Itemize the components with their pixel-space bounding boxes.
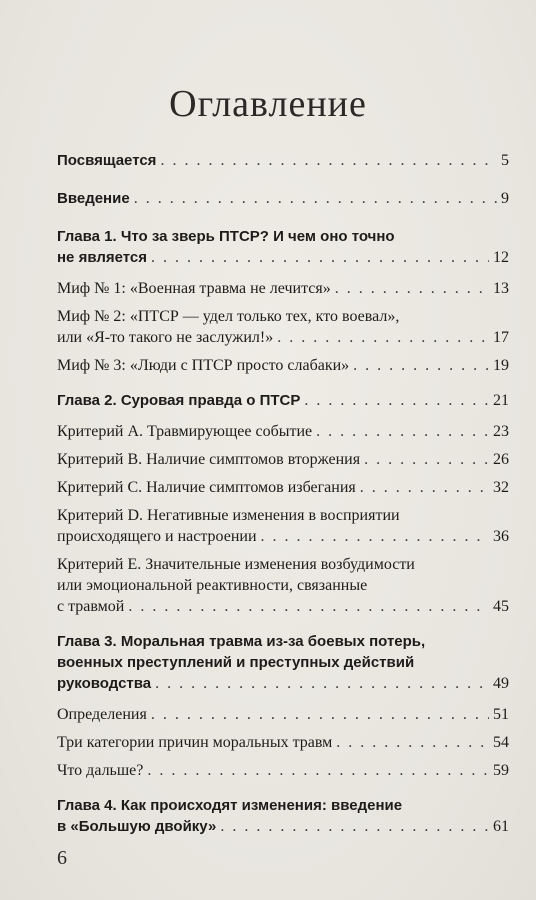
toc-page-number: 13 [493, 280, 509, 297]
dot-leader [335, 278, 489, 299]
dot-leader [155, 673, 489, 694]
toc-entry-text: Посвящается [57, 152, 157, 169]
toc-chapter-entry [57, 390, 509, 411]
dot-leader [151, 247, 489, 268]
toc-chapter-entry [57, 188, 509, 209]
toc-entry-row [57, 449, 509, 470]
toc-page-number: 12 [493, 249, 509, 266]
toc-entry-row [57, 477, 509, 498]
toc-entry-row [57, 278, 509, 299]
dot-leader [360, 477, 489, 498]
toc-section-entry [57, 355, 509, 376]
toc-page-number: 51 [493, 706, 509, 723]
toc-page-number: 61 [493, 818, 509, 835]
dot-leader [134, 188, 497, 209]
toc-page-number: 26 [493, 451, 509, 468]
dot-leader [336, 732, 489, 753]
dot-leader [304, 390, 489, 411]
toc-entry-text: Критерий D. Негативные изменения в восприятии [57, 507, 400, 524]
page-title: Оглавление [169, 83, 367, 125]
dot-leader [151, 704, 489, 725]
dot-leader [220, 816, 489, 837]
dot-leader [277, 327, 489, 348]
toc-section-entry [57, 554, 509, 617]
toc-entry-row [57, 247, 509, 268]
toc-section-entry [57, 421, 509, 442]
toc-entry-row [57, 732, 509, 753]
toc-page-number: 36 [493, 528, 509, 545]
toc-entry-row [57, 355, 509, 376]
toc-entry-row [57, 390, 509, 411]
toc-section-entry [57, 278, 509, 299]
toc-entry-row [57, 704, 509, 725]
toc-entry-text: Критерий A. Травмирующее событие [57, 423, 313, 440]
toc-page-number: 19 [493, 357, 509, 374]
toc-entry-row [57, 526, 509, 547]
toc-entry-text: или «Я-то такого не заслужил!» [57, 329, 274, 346]
toc-entry-row [57, 188, 509, 209]
toc-page-number: 21 [493, 392, 509, 409]
toc-entry-text: Критерий B. Наличие симптомов вторжения [57, 451, 361, 468]
toc-section-entry [57, 704, 509, 725]
toc-entry-text: происходящего и настроении [57, 528, 257, 545]
toc-section-entry [57, 449, 509, 470]
toc-entry-row [57, 327, 509, 348]
toc-entry-text: или эмоциональной реактивности, связанные [57, 577, 368, 594]
toc-chapter-entry [57, 631, 509, 694]
toc-entry-row [57, 421, 509, 442]
toc-section-entry [57, 306, 509, 348]
toc-entry-text: Критерий E. Значительные изменения возбудимости [57, 556, 415, 573]
toc-entry-text: Глава 2. Суровая правда о ПТСР [57, 392, 301, 409]
toc-entry-text: военных преступлений и преступных действий [57, 654, 415, 671]
toc-entry-text: с травмой [57, 598, 125, 615]
toc-chapter-entry [57, 226, 509, 268]
toc-entry-row [57, 150, 509, 171]
toc-entry-text: в «Большую двойку» [57, 818, 217, 835]
toc-page-number: 32 [493, 479, 509, 496]
toc-entry-text: Миф № 3: «Люди с ПТСР просто слабаки» [57, 357, 350, 374]
dot-leader [364, 449, 489, 470]
toc-page-number: 5 [501, 152, 509, 169]
dot-leader [147, 760, 489, 781]
toc-page-number: 45 [493, 598, 509, 615]
dot-leader [128, 596, 489, 617]
toc-chapter-entry [57, 150, 509, 171]
table-of-contents [57, 150, 509, 854]
toc-section-entry [57, 732, 509, 753]
dot-leader [353, 355, 489, 376]
toc-entry-text: Миф № 1: «Военная травма не лечится» [57, 280, 331, 297]
toc-entry-text: Введение [57, 190, 130, 207]
toc-entry-row [57, 596, 509, 617]
toc-entry-text: Что дальше? [57, 762, 144, 779]
page-number: 6 [57, 847, 67, 869]
toc-page-number: 59 [493, 762, 509, 779]
toc-entry-text: Три категории причин моральных травм [57, 734, 333, 751]
toc-section-entry [57, 760, 509, 781]
toc-entry-text: не является [57, 249, 148, 266]
toc-entry-text: Критерий C. Наличие симптомов избегания [57, 479, 356, 496]
toc-entry-text: Миф № 2: «ПТСР — удел только тех, кто воевал», [57, 308, 400, 325]
toc-chapter-entry [57, 795, 509, 837]
toc-entry-row [57, 760, 509, 781]
toc-section-entry [57, 477, 509, 498]
toc-entry-text: Определения [57, 706, 147, 723]
toc-entry-text: руководства [57, 675, 152, 692]
toc-page-number: 9 [501, 190, 509, 207]
toc-page-number: 54 [493, 734, 509, 751]
toc-page-number: 23 [493, 423, 509, 440]
toc-page-number: 49 [493, 675, 509, 692]
toc-entry-row [57, 673, 509, 694]
toc-entry-text: Глава 4. Как происходят изменения: введение [57, 797, 403, 814]
toc-entry-row [57, 816, 509, 837]
dot-leader [261, 526, 489, 547]
toc-entry-text: Глава 3. Моральная травма из-за боевых потерь, [57, 633, 426, 650]
toc-page-number: 17 [493, 329, 509, 346]
dot-leader [160, 150, 497, 171]
dot-leader [316, 421, 489, 442]
toc-entry-text: Глава 1. Что за зверь ПТСР? И чем оно точно [57, 228, 395, 245]
toc-section-entry [57, 505, 509, 547]
